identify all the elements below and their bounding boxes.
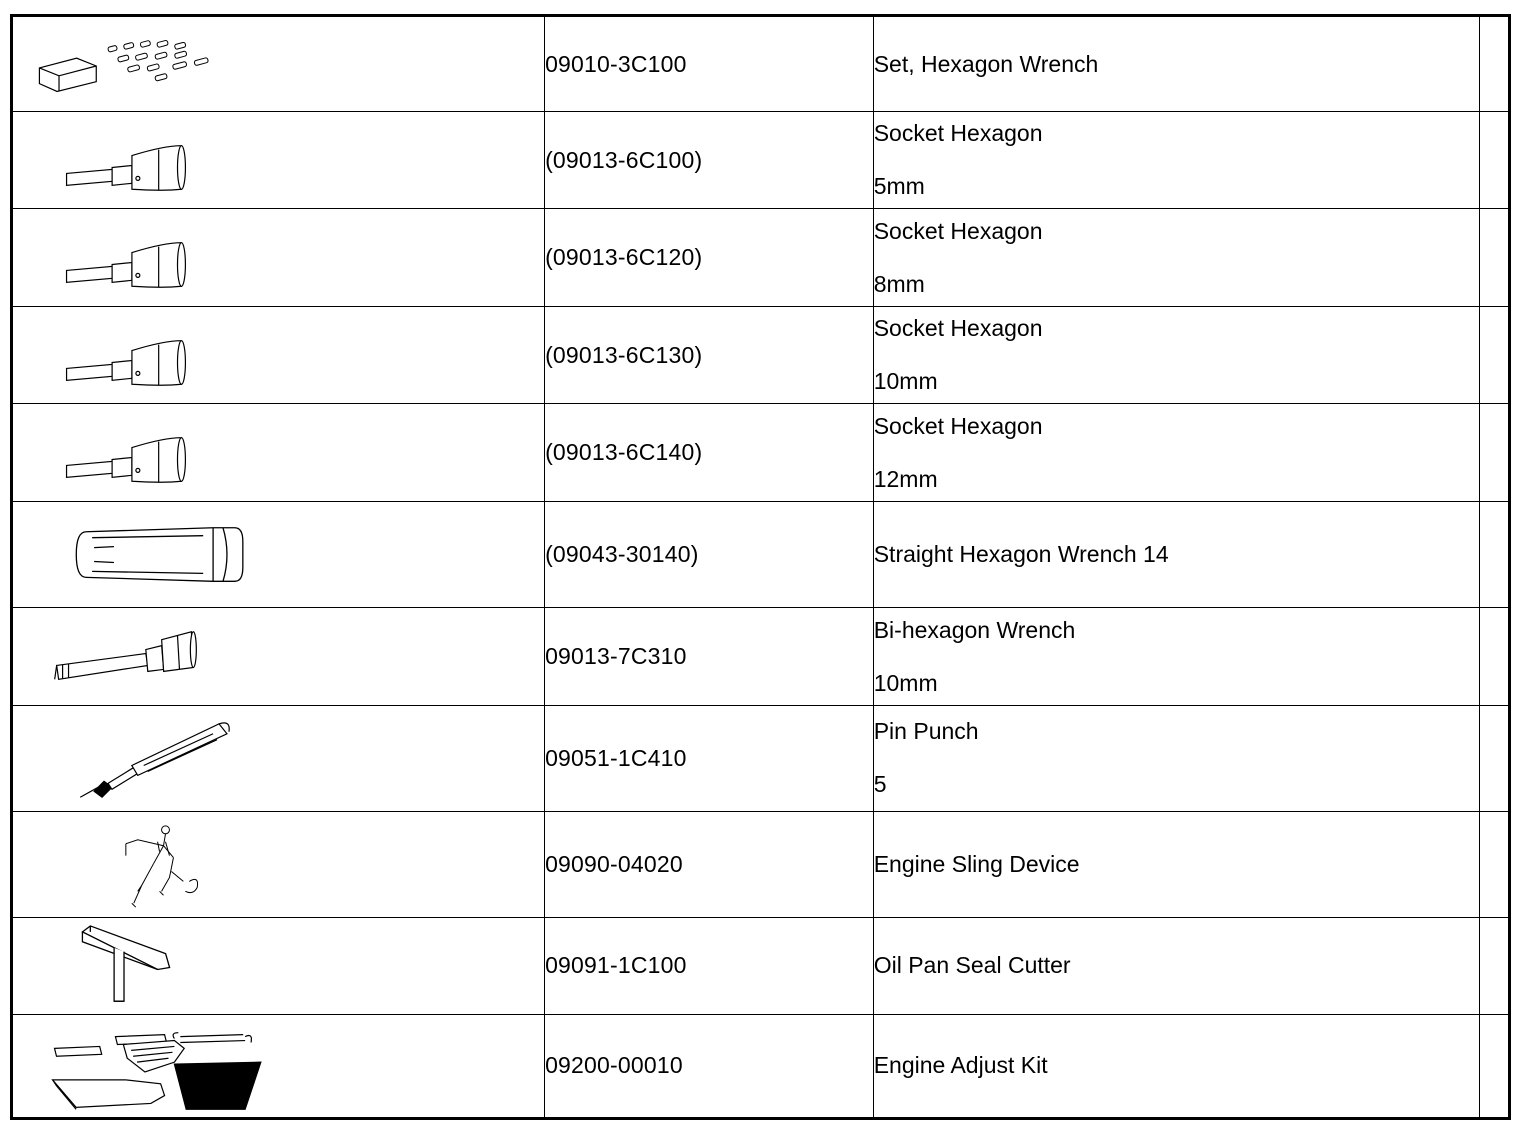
description-text: Socket Hexagon <box>873 217 1043 244</box>
description-text: Oil Pan Seal Cutter <box>873 952 1071 979</box>
tool-illustration-cell <box>12 608 545 705</box>
description-text: Engine Sling Device <box>873 850 1080 877</box>
part-number: (09013-6C120) <box>545 209 874 307</box>
socket-hexagon-icon <box>13 404 544 501</box>
tool-illustration-cell <box>12 16 545 112</box>
bi-hexagon-wrench-icon <box>13 608 544 704</box>
description-text: Bi-hexagon Wrench <box>873 616 1076 643</box>
tool-illustration-cell <box>12 307 545 404</box>
tool-description <box>873 811 1479 917</box>
size-text: 5mm <box>873 173 925 200</box>
description-text: Socket Hexagon <box>873 315 1043 342</box>
socket-hexagon-icon <box>13 209 544 306</box>
socket-hexagon-icon <box>13 112 544 208</box>
size-text: 10mm <box>873 669 938 696</box>
tool-description <box>873 209 1479 307</box>
blank-cell <box>1479 1014 1509 1118</box>
part-number: (09043-30140) <box>545 502 874 608</box>
description-text: Pin Punch <box>873 718 979 745</box>
part-number: 09091-1C100 <box>545 917 874 1014</box>
description-text: Straight Hexagon Wrench 14 <box>873 541 1169 568</box>
tool-description <box>873 608 1479 705</box>
description-text: Engine Adjust Kit <box>873 1052 1048 1079</box>
part-number: (09013-6C130) <box>545 307 874 404</box>
tool-description <box>873 1014 1479 1118</box>
description-text: Socket Hexagon <box>873 120 1043 147</box>
tool-illustration-cell <box>12 502 545 608</box>
blank-cell <box>1479 917 1509 1014</box>
table-row <box>12 502 1510 608</box>
table-row <box>12 608 1510 705</box>
tool-illustration-cell <box>12 1014 545 1118</box>
blank-cell <box>1479 608 1509 705</box>
tool-description <box>873 16 1479 112</box>
tool-description <box>873 705 1479 811</box>
table-row <box>12 307 1510 404</box>
table-row <box>12 811 1510 917</box>
table-row <box>12 404 1510 502</box>
straight-hexagon-wrench-icon <box>13 502 544 607</box>
part-number: (09013-6C100) <box>545 112 874 209</box>
part-number: 09090-04020 <box>545 811 874 917</box>
description-text: Set, Hexagon Wrench <box>873 50 1099 77</box>
part-number: 09200-00010 <box>545 1014 874 1118</box>
part-number: 09010-3C100 <box>545 16 874 112</box>
blank-cell <box>1479 307 1509 404</box>
blank-cell <box>1479 404 1509 502</box>
table-row <box>12 917 1510 1014</box>
size-text: 5 <box>873 771 887 798</box>
part-number: 09051-1C410 <box>545 705 874 811</box>
part-number: 09013-7C310 <box>545 608 874 705</box>
blank-cell <box>1479 502 1509 608</box>
socket-hexagon-icon <box>13 307 544 403</box>
tool-description <box>873 404 1479 502</box>
table-row <box>12 1014 1510 1118</box>
size-text: 8mm <box>873 270 925 297</box>
tool-illustration-cell <box>12 112 545 209</box>
size-text: 10mm <box>873 368 938 395</box>
table-row <box>12 112 1510 209</box>
description-text: Socket Hexagon <box>873 412 1043 439</box>
tool-illustration-cell <box>12 811 545 917</box>
blank-cell <box>1479 16 1509 112</box>
engine-sling-device-icon <box>13 812 544 917</box>
tool-illustration-cell <box>12 209 545 307</box>
blank-cell <box>1479 705 1509 811</box>
pin-punch-icon <box>13 706 544 811</box>
tool-description <box>873 307 1479 404</box>
tool-description <box>873 917 1479 1014</box>
table-row <box>12 209 1510 307</box>
table-row <box>12 16 1510 112</box>
tool-illustration-cell <box>12 705 545 811</box>
blank-cell <box>1479 112 1509 209</box>
table-row <box>12 705 1510 811</box>
tool-illustration-cell <box>12 917 545 1014</box>
oil-pan-seal-cutter-icon <box>13 918 544 1014</box>
part-number: (09013-6C140) <box>545 404 874 502</box>
tool-illustration-cell <box>12 404 545 502</box>
blank-cell <box>1479 209 1509 307</box>
blank-cell <box>1479 811 1509 917</box>
special-tools-table <box>10 14 1511 1120</box>
engine-adjust-kit-icon <box>13 1015 544 1117</box>
size-text: 12mm <box>873 465 938 492</box>
hexagon-wrench-set-icon <box>13 17 544 111</box>
tool-description <box>873 502 1479 608</box>
tool-description <box>873 112 1479 209</box>
